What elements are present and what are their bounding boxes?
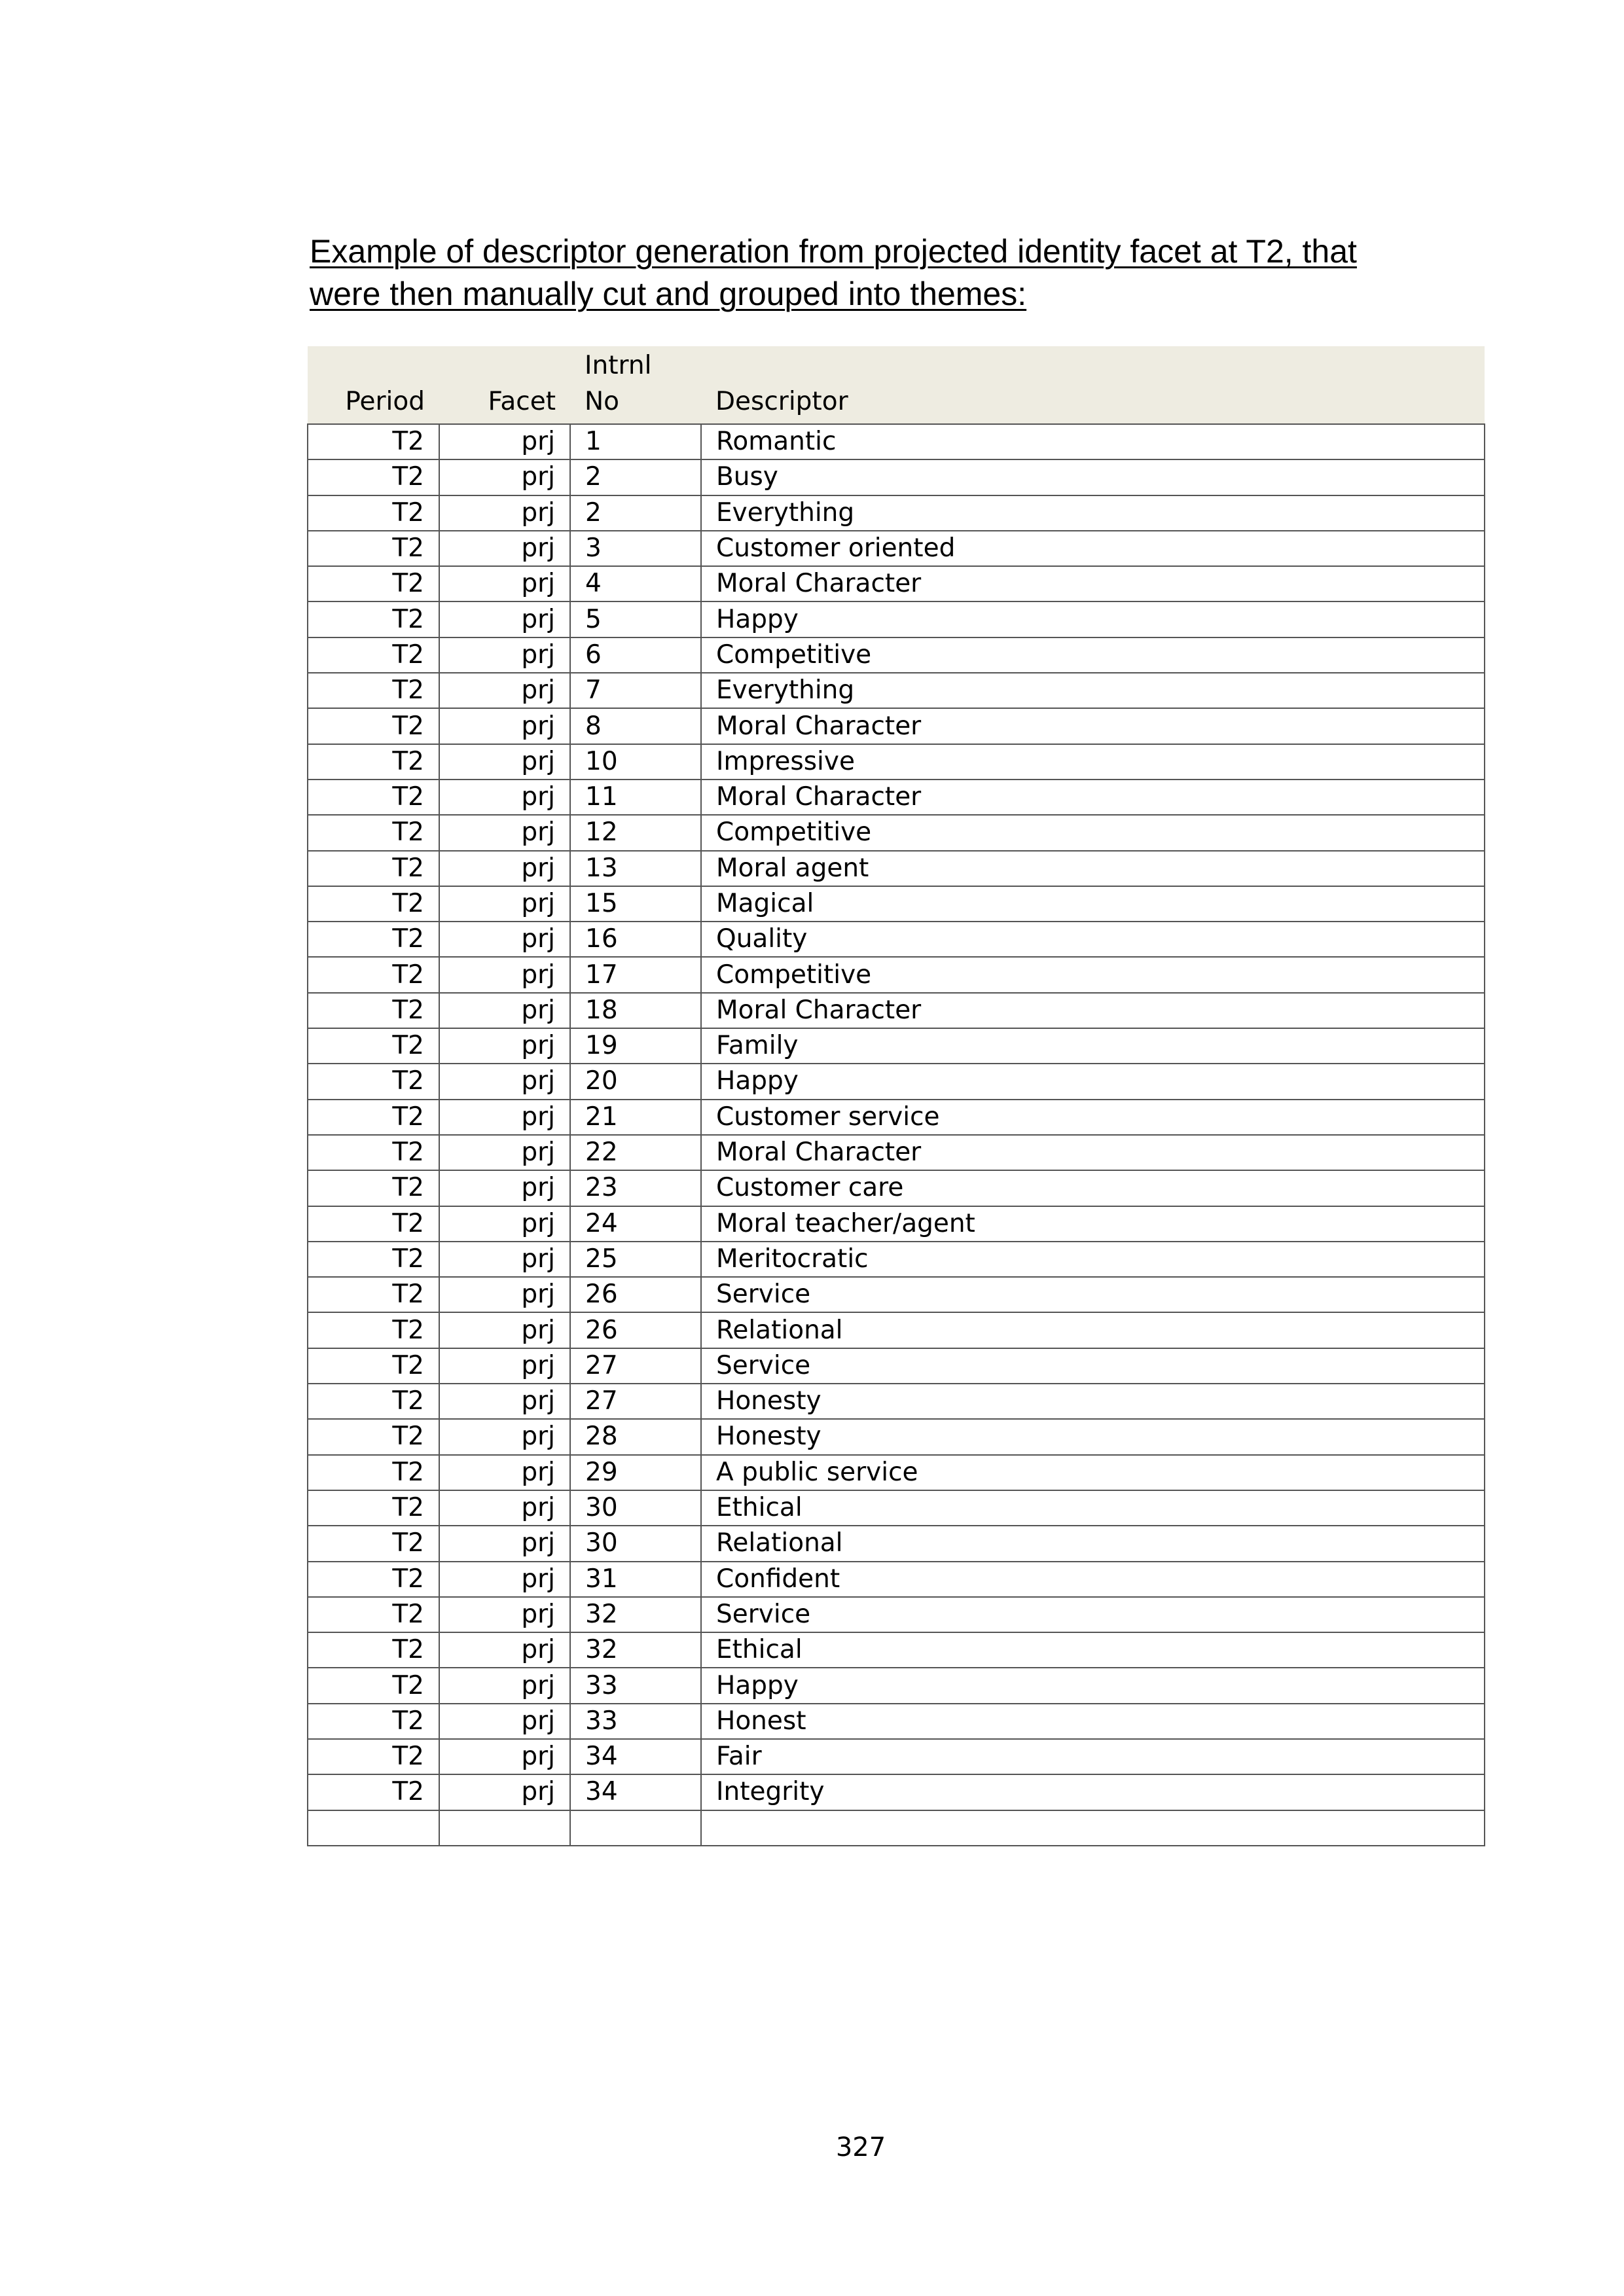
table-row	[308, 1774, 1485, 1810]
cell-facet: prj	[439, 1419, 570, 1454]
table-row	[308, 1384, 1485, 1419]
cell-internal-no: 11	[570, 780, 701, 815]
cell-period: T2	[308, 1277, 439, 1312]
cell-facet: prj	[439, 1064, 570, 1099]
table-row	[308, 1739, 1485, 1774]
cell-descriptor: Ethical	[701, 1632, 1485, 1668]
cell-period: T2	[308, 922, 439, 957]
cell-descriptor: Customer oriented	[701, 531, 1485, 566]
cell-descriptor: Everything	[701, 495, 1485, 531]
table-row	[308, 601, 1485, 637]
cell-facet: prj	[439, 1242, 570, 1277]
cell-period: T2	[308, 886, 439, 922]
cell-internal-no: 27	[570, 1384, 701, 1419]
cell-internal-no: 15	[570, 886, 701, 922]
cell-facet: prj	[439, 780, 570, 815]
cell-descriptor: Service	[701, 1348, 1485, 1384]
cell-descriptor: Moral Character	[701, 993, 1485, 1028]
table-row	[308, 1064, 1485, 1099]
cell-facet	[439, 1810, 570, 1846]
cell-period: T2	[308, 1704, 439, 1739]
cell-internal-no: 22	[570, 1135, 701, 1170]
table-row	[308, 922, 1485, 957]
cell-facet: prj	[439, 1100, 570, 1135]
cell-internal-no: 25	[570, 1242, 701, 1277]
cell-descriptor: Moral agent	[701, 851, 1485, 886]
table-row	[308, 1704, 1485, 1739]
cell-facet: prj	[439, 1277, 570, 1312]
cell-internal-no	[570, 1810, 701, 1846]
cell-period: T2	[308, 1562, 439, 1597]
cell-descriptor: Magical	[701, 886, 1485, 922]
table-row	[308, 1242, 1485, 1277]
cell-internal-no: 24	[570, 1206, 701, 1242]
cell-period: T2	[308, 1312, 439, 1348]
cell-descriptor: Customer care	[701, 1170, 1485, 1206]
cell-period: T2	[308, 1774, 439, 1810]
table-row	[308, 993, 1485, 1028]
cell-internal-no: 32	[570, 1632, 701, 1668]
cell-period: T2	[308, 495, 439, 531]
cell-descriptor: Happy	[701, 1668, 1485, 1703]
cell-facet: prj	[439, 1312, 570, 1348]
table-row	[308, 566, 1485, 601]
cell-facet: prj	[439, 1135, 570, 1170]
table-row	[308, 744, 1485, 780]
cell-internal-no: 2	[570, 459, 701, 495]
cell-period: T2	[308, 815, 439, 850]
cell-descriptor: Busy	[701, 459, 1485, 495]
cell-facet: prj	[439, 1668, 570, 1703]
cell-descriptor: Happy	[701, 601, 1485, 637]
cell-period: T2	[308, 1597, 439, 1632]
descriptor-table-container	[307, 346, 1485, 1846]
table-body	[308, 424, 1485, 1846]
cell-period: T2	[308, 1100, 439, 1135]
table-row	[308, 424, 1485, 459]
cell-period: T2	[308, 1135, 439, 1170]
cell-facet: prj	[439, 1526, 570, 1561]
cell-internal-no: 5	[570, 601, 701, 637]
cell-period: T2	[308, 1455, 439, 1490]
cell-period: T2	[308, 1419, 439, 1454]
table-row	[308, 1348, 1485, 1384]
cell-facet: prj	[439, 637, 570, 673]
cell-period: T2	[308, 1170, 439, 1206]
cell-internal-no: 18	[570, 993, 701, 1028]
cell-descriptor: Family	[701, 1028, 1485, 1064]
cell-internal-no: 19	[570, 1028, 701, 1064]
cell-internal-no: 7	[570, 673, 701, 708]
cell-descriptor: Honest	[701, 1704, 1485, 1739]
cell-internal-no: 32	[570, 1597, 701, 1632]
cell-descriptor: Moral Character	[701, 566, 1485, 601]
cell-internal-no: 29	[570, 1455, 701, 1490]
cell-internal-no: 28	[570, 1419, 701, 1454]
table-row	[308, 1170, 1485, 1206]
cell-facet: prj	[439, 708, 570, 744]
cell-period: T2	[308, 637, 439, 673]
table-row	[308, 708, 1485, 744]
cell-descriptor: Moral teacher/agent	[701, 1206, 1485, 1242]
cell-facet: prj	[439, 886, 570, 922]
cell-period: T2	[308, 1668, 439, 1703]
cell-facet: prj	[439, 1704, 570, 1739]
cell-descriptor: Quality	[701, 922, 1485, 957]
cell-internal-no: 30	[570, 1526, 701, 1561]
cell-facet: prj	[439, 566, 570, 601]
cell-descriptor: Service	[701, 1597, 1485, 1632]
header-internal-no-line1: Intrnl	[585, 351, 652, 380]
cell-internal-no: 8	[570, 708, 701, 744]
table-row	[308, 1100, 1485, 1135]
table-row	[308, 459, 1485, 495]
cell-period	[308, 1810, 439, 1846]
cell-internal-no: 31	[570, 1562, 701, 1597]
cell-descriptor: Ethical	[701, 1490, 1485, 1526]
table-row	[308, 1312, 1485, 1348]
cell-period: T2	[308, 957, 439, 992]
table-row	[308, 1597, 1485, 1632]
cell-facet: prj	[439, 1774, 570, 1810]
table-row	[308, 1028, 1485, 1064]
table-row	[308, 673, 1485, 708]
cell-period: T2	[308, 1028, 439, 1064]
cell-descriptor: Service	[701, 1277, 1485, 1312]
cell-descriptor: Competitive	[701, 637, 1485, 673]
cell-facet: prj	[439, 1206, 570, 1242]
cell-facet: prj	[439, 744, 570, 780]
cell-facet: prj	[439, 1170, 570, 1206]
cell-period: T2	[308, 601, 439, 637]
cell-facet: prj	[439, 922, 570, 957]
cell-period: T2	[308, 1206, 439, 1242]
cell-descriptor: Customer service	[701, 1100, 1485, 1135]
cell-internal-no: 34	[570, 1739, 701, 1774]
table-row	[308, 531, 1485, 566]
cell-facet: prj	[439, 424, 570, 459]
cell-descriptor: Relational	[701, 1526, 1485, 1561]
cell-internal-no: 16	[570, 922, 701, 957]
cell-period: T2	[308, 1064, 439, 1099]
cell-period: T2	[308, 1526, 439, 1561]
cell-period: T2	[308, 708, 439, 744]
cell-internal-no: 21	[570, 1100, 701, 1135]
cell-internal-no: 12	[570, 815, 701, 850]
table-row	[308, 1419, 1485, 1454]
table-row	[308, 815, 1485, 850]
cell-descriptor: Romantic	[701, 424, 1485, 459]
cell-facet: prj	[439, 1597, 570, 1632]
header-descriptor: Descriptor	[701, 346, 1485, 424]
cell-internal-no: 34	[570, 1774, 701, 1810]
table-row	[308, 1668, 1485, 1703]
cell-facet: prj	[439, 495, 570, 531]
cell-descriptor: Moral Character	[701, 1135, 1485, 1170]
cell-period: T2	[308, 744, 439, 780]
cell-descriptor	[701, 1810, 1485, 1846]
cell-period: T2	[308, 1384, 439, 1419]
cell-internal-no: 1	[570, 424, 701, 459]
descriptor-table	[307, 346, 1485, 1846]
table-row	[308, 957, 1485, 992]
cell-facet: prj	[439, 815, 570, 850]
cell-descriptor: Fair	[701, 1739, 1485, 1774]
table-row	[308, 637, 1485, 673]
cell-facet: prj	[439, 1562, 570, 1597]
cell-facet: prj	[439, 851, 570, 886]
cell-facet: prj	[439, 601, 570, 637]
cell-descriptor: Honesty	[701, 1419, 1485, 1454]
cell-internal-no: 20	[570, 1064, 701, 1099]
header-internal-no-line2: No	[585, 387, 620, 416]
cell-descriptor: Integrity	[701, 1774, 1485, 1810]
cell-internal-no: 33	[570, 1704, 701, 1739]
cell-descriptor: Confident	[701, 1562, 1485, 1597]
cell-period: T2	[308, 1632, 439, 1668]
table-row	[308, 1490, 1485, 1526]
table-row	[308, 1135, 1485, 1170]
cell-facet: prj	[439, 1348, 570, 1384]
cell-facet: prj	[439, 1384, 570, 1419]
cell-descriptor: Happy	[701, 1064, 1485, 1099]
cell-period: T2	[308, 1242, 439, 1277]
cell-descriptor: Relational	[701, 1312, 1485, 1348]
table-row	[308, 1206, 1485, 1242]
cell-descriptor: Honesty	[701, 1384, 1485, 1419]
cell-internal-no: 6	[570, 637, 701, 673]
table-row	[308, 1632, 1485, 1668]
cell-internal-no: 10	[570, 744, 701, 780]
cell-facet: prj	[439, 993, 570, 1028]
header-period: Period	[308, 346, 439, 424]
cell-period: T2	[308, 424, 439, 459]
cell-internal-no: 27	[570, 1348, 701, 1384]
cell-facet: prj	[439, 1739, 570, 1774]
cell-internal-no: 30	[570, 1490, 701, 1526]
cell-period: T2	[308, 566, 439, 601]
cell-descriptor: Meritocratic	[701, 1242, 1485, 1277]
cell-facet: prj	[439, 531, 570, 566]
cell-internal-no: 13	[570, 851, 701, 886]
cell-facet: prj	[439, 673, 570, 708]
table-caption: Example of descriptor generation from projected identity facet at T2, that were then manually cut and grouped into themes:	[310, 233, 1357, 312]
cell-facet: prj	[439, 1028, 570, 1064]
cell-period: T2	[308, 993, 439, 1028]
cell-descriptor: Moral Character	[701, 708, 1485, 744]
cell-facet: prj	[439, 1455, 570, 1490]
table-row	[308, 780, 1485, 815]
cell-descriptor: Moral Character	[701, 780, 1485, 815]
cell-descriptor: Competitive	[701, 815, 1485, 850]
table-row	[308, 495, 1485, 531]
table-row	[308, 851, 1485, 886]
table-row	[308, 1526, 1485, 1561]
cell-period: T2	[308, 531, 439, 566]
cell-internal-no: 26	[570, 1277, 701, 1312]
cell-internal-no: 23	[570, 1170, 701, 1206]
cell-descriptor: Everything	[701, 673, 1485, 708]
cell-facet: prj	[439, 459, 570, 495]
table-row	[308, 1810, 1485, 1846]
header-facet: Facet	[439, 346, 570, 424]
cell-descriptor: Impressive	[701, 744, 1485, 780]
cell-facet: prj	[439, 957, 570, 992]
cell-period: T2	[308, 1490, 439, 1526]
header-internal-no	[570, 346, 701, 424]
cell-internal-no: 26	[570, 1312, 701, 1348]
table-row	[308, 1562, 1485, 1597]
cell-period: T2	[308, 1739, 439, 1774]
cell-descriptor: A public service	[701, 1455, 1485, 1490]
cell-period: T2	[308, 851, 439, 886]
table-header	[308, 346, 1485, 424]
cell-period: T2	[308, 459, 439, 495]
cell-period: T2	[308, 1348, 439, 1384]
page-number: 327	[835, 2132, 886, 2162]
cell-internal-no: 33	[570, 1668, 701, 1703]
table-row	[308, 1277, 1485, 1312]
header-row	[308, 346, 1485, 424]
cell-period: T2	[308, 780, 439, 815]
cell-facet: prj	[439, 1490, 570, 1526]
cell-descriptor: Competitive	[701, 957, 1485, 992]
table-row	[308, 1455, 1485, 1490]
cell-internal-no: 3	[570, 531, 701, 566]
cell-period: T2	[308, 673, 439, 708]
cell-facet: prj	[439, 1632, 570, 1668]
cell-internal-no: 2	[570, 495, 701, 531]
table-row	[308, 886, 1485, 922]
cell-internal-no: 4	[570, 566, 701, 601]
cell-internal-no: 17	[570, 957, 701, 992]
